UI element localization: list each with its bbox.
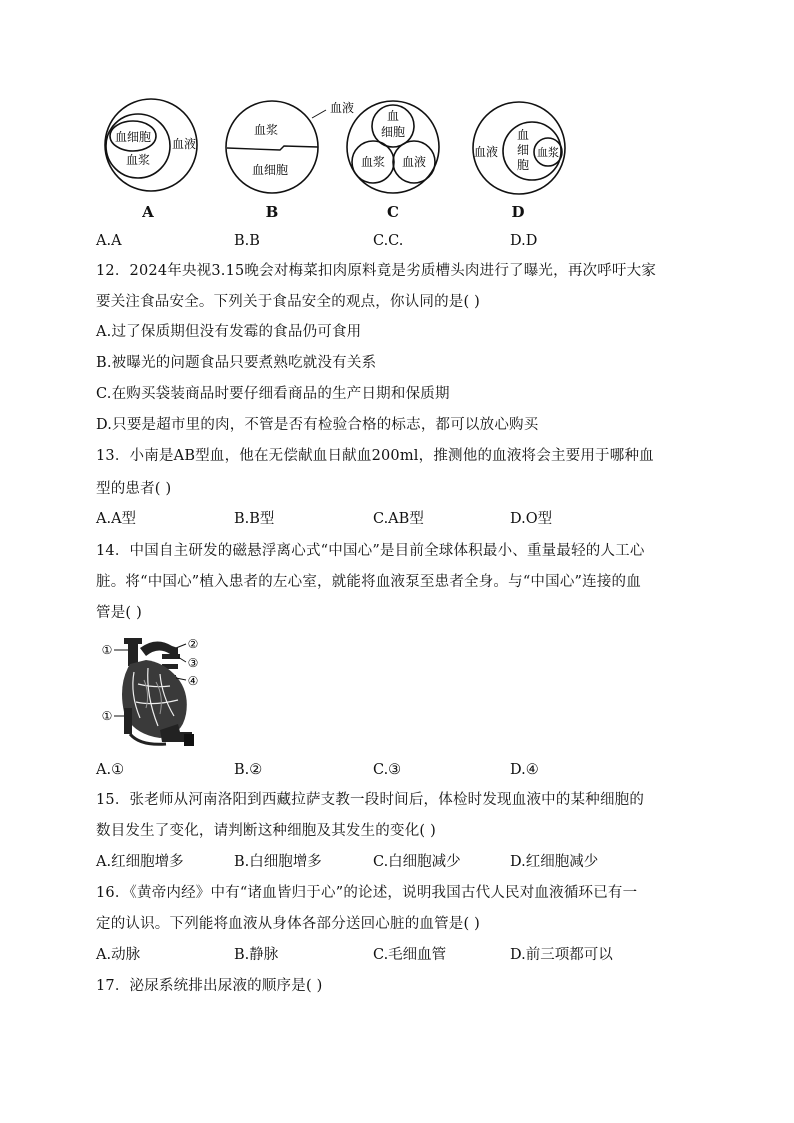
q12-option-a[interactable]: A.过了保质期但没有发霉的食品仍可食用 [96,324,362,340]
diagram-d [468,96,580,196]
diagram-letter-c: C [387,203,399,221]
q12-stem-line-1: 12．2024年央视3.15晚会对梅菜扣肉原料竟是劣质槽头肉进行了曝光，再次呼吁大家 [96,263,657,279]
heart-label-4: ④ [187,674,199,688]
q16-option-c[interactable]: C.毛细血管 [373,947,447,963]
q14-stem-line-2: 脏。将“中国心”植入患者的左心室，就能将血液泵至患者全身。与“中国心”连接的血 [96,574,641,590]
q11-option-d[interactable]: D.D [510,233,538,249]
diagram-d-label-plasma: 血浆 [537,146,559,159]
q14-option-c[interactable]: C.③ [373,762,402,778]
diagram-c-label-plasma: 血浆 [360,155,386,169]
q11-option-b[interactable]: B.B [234,233,260,249]
heart-label-3: ③ [187,656,199,670]
q13-option-d[interactable]: D.O型 [510,511,553,527]
heart-diagram [100,634,204,752]
diagram-d-label-blood: 血液 [473,145,499,159]
diagram-b-label-cells: 血细胞 [251,163,289,177]
diagram-b [222,96,356,196]
q13-stem-line-1: 13．小南是AB型血，他在无偿献血日献血200ml，推测他的血液将会主要用于哪种血 [96,448,654,464]
q16-option-d[interactable]: D.前三项都可以 [510,947,613,963]
diagram-c-label-blood: 血液 [401,155,427,169]
q15-option-c[interactable]: C.白细胞减少 [373,854,461,870]
q16-option-a[interactable]: A.动脉 [96,947,141,963]
q13-option-b[interactable]: B.B型 [234,511,275,527]
heart-label-1-bottom: ① [101,709,113,723]
q14-option-d[interactable]: D.④ [510,762,539,778]
diagram-d-label-xi: 细 [516,143,530,157]
q13-stem-line-2: 型的患者( ) [96,481,172,497]
heart-label-1-top: ① [101,643,113,657]
q15-stem-line-1: 15．张老师从河南洛阳到西藏拉萨支教一段时间后，体检时发现血液中的某种细胞的 [96,792,645,808]
diagram-a-label-cells: 血细胞 [114,130,152,144]
diagram-b-label-blood: 血液 [329,101,355,115]
heart-label-2: ② [187,637,199,651]
q16-stem-line-2: 定的认识。下列能将血液从身体各部分送回心脏的血管是( ) [96,916,481,932]
diagram-d-label-xue: 血 [516,128,530,142]
diagram-c-label-cells: 细胞 [380,125,406,139]
q15-option-a[interactable]: A.红细胞增多 [96,854,184,870]
q13-option-c[interactable]: C.AB型 [373,511,424,527]
q14-option-b[interactable]: B.② [234,762,263,778]
diagram-letter-b: B [265,203,279,221]
q12-option-b[interactable]: B.被曝光的问题食品只要煮熟吃就没有关系 [96,355,377,371]
q11-option-a[interactable]: A.A [96,233,122,249]
diagram-a [100,96,202,196]
diagram-letter-d: D [511,203,525,221]
diagram-letter-a: A [142,203,154,221]
q17-stem-line-1: 17．泌尿系统排出尿液的顺序是( ) [96,978,323,994]
diagram-c-label-xue: 血 [386,109,400,123]
q16-option-b[interactable]: B.静脉 [234,947,279,963]
diagram-b-label-plasma: 血浆 [253,123,279,137]
q11-option-c[interactable]: C.C. [373,233,404,249]
q12-option-d[interactable]: D.只要是超市里的肉，不管是否有检验合格的标志，都可以放心购买 [96,417,539,433]
diagram-d-label-bao: 胞 [516,158,530,172]
q14-stem-line-3: 管是( ) [96,605,142,621]
q12-option-c[interactable]: C.在购买袋装商品时要仔细看商品的生产日期和保质期 [96,386,450,402]
q15-option-d[interactable]: D.红细胞减少 [510,854,599,870]
diagram-c [346,96,442,196]
q13-option-a[interactable]: A.A型 [96,511,137,527]
q14-option-a[interactable]: A.① [96,762,125,778]
blood-composition-diagrams [96,96,616,228]
q12-stem-line-2: 要关注食品安全。下列关于食品安全的观点，你认同的是( ) [96,294,481,310]
q15-option-b[interactable]: B.白细胞增多 [234,854,322,870]
diagram-a-label-plasma: 血浆 [125,153,151,167]
diagram-a-label-blood: 血液 [171,137,197,151]
q14-stem-line-1: 14．中国自主研发的磁悬浮离心式“中国心”是目前全球体积最小、重量最轻的人工心 [96,543,645,559]
q16-stem-line-1: 16．《黄帝内经》中有“诸血皆归于心”的论述，说明我国古代人民对血液循环已有一 [96,885,638,901]
q15-stem-line-2: 数目发生了变化，请判断这种细胞及其发生的变化( ) [96,823,436,839]
